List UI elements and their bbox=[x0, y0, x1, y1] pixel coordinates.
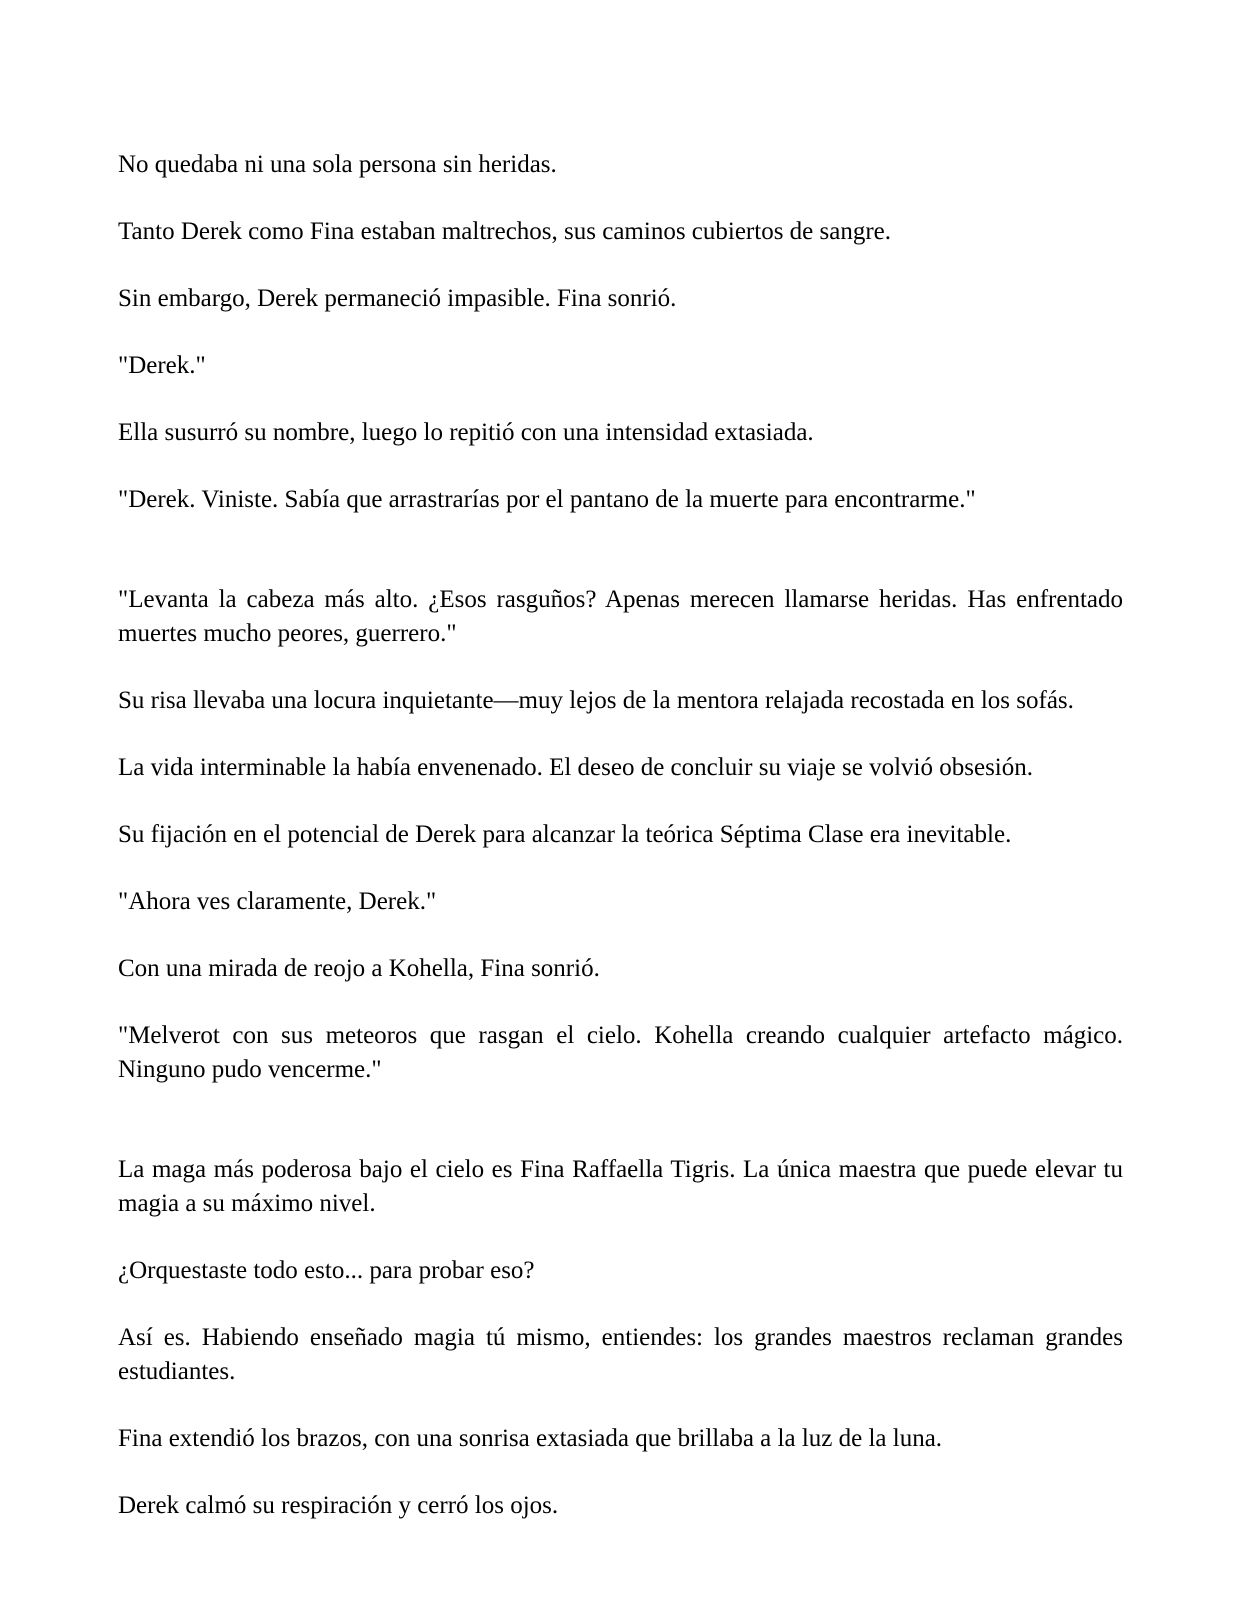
paragraph-16: Así es. Habiendo enseñado magia tú mismo, entiendes: los grandes maestros reclaman grandes estudiantes. bbox=[118, 1324, 1123, 1385]
paragraph-8: Su risa llevaba una locura inquietante—muy lejos de la mentora relajada recostada en los sofás. bbox=[118, 687, 1074, 714]
paragraph-14: La maga más poderosa bajo el cielo es Fina Raffaella Tigris. La única maestra que puede elevar tu magia a su máximo nivel. bbox=[118, 1156, 1123, 1217]
paragraph-10: Su fijación en el potencial de Derek para alcanzar la teórica Séptima Clase era inevitable. bbox=[118, 821, 1012, 848]
paragraph-13: "Melverot con sus meteoros que rasgan el cielo. Kohella creando cualquier artefacto mágico. Ninguno pudo vencerme." bbox=[118, 1022, 1123, 1083]
paragraph-17: Fina extendió los brazos, con una sonrisa extasiada que brillaba a la luz de la luna. bbox=[118, 1425, 943, 1452]
paragraph-1: No quedaba ni una sola persona sin heridas. bbox=[118, 151, 557, 178]
paragraph-12: Con una mirada de reojo a Kohella, Fina sonrió. bbox=[118, 955, 600, 982]
paragraph-4: "Derek." bbox=[118, 352, 206, 379]
paragraph-5: Ella susurró su nombre, luego lo repitió con una intensidad extasiada. bbox=[118, 419, 814, 446]
paragraph-15: ¿Orquestaste todo esto... para probar eso? bbox=[118, 1257, 535, 1284]
paragraph-7: "Levanta la cabeza más alto. ¿Esos rasguños? Apenas merecen llamarse heridas. Has enfrentado muertes mucho peores, guerrero." bbox=[118, 586, 1123, 647]
document-body bbox=[118, 148, 1123, 1556]
paragraph-3: Sin embargo, Derek permaneció impasible. Fina sonrió. bbox=[118, 285, 677, 312]
paragraph-2: Tanto Derek como Fina estaban maltrechos, sus caminos cubiertos de sangre. bbox=[118, 218, 892, 245]
paragraph-6: "Derek. Viniste. Sabía que arrastrarías por el pantano de la muerte para encontrarme." bbox=[118, 486, 976, 513]
paragraph-18: Derek calmó su respiración y cerró los ojos. bbox=[118, 1492, 559, 1519]
paragraph-11: "Ahora ves claramente, Derek." bbox=[118, 888, 437, 915]
paragraph-9: La vida interminable la había envenenado. El deseo de concluir su viaje se volvió obsesión. bbox=[118, 754, 1033, 781]
